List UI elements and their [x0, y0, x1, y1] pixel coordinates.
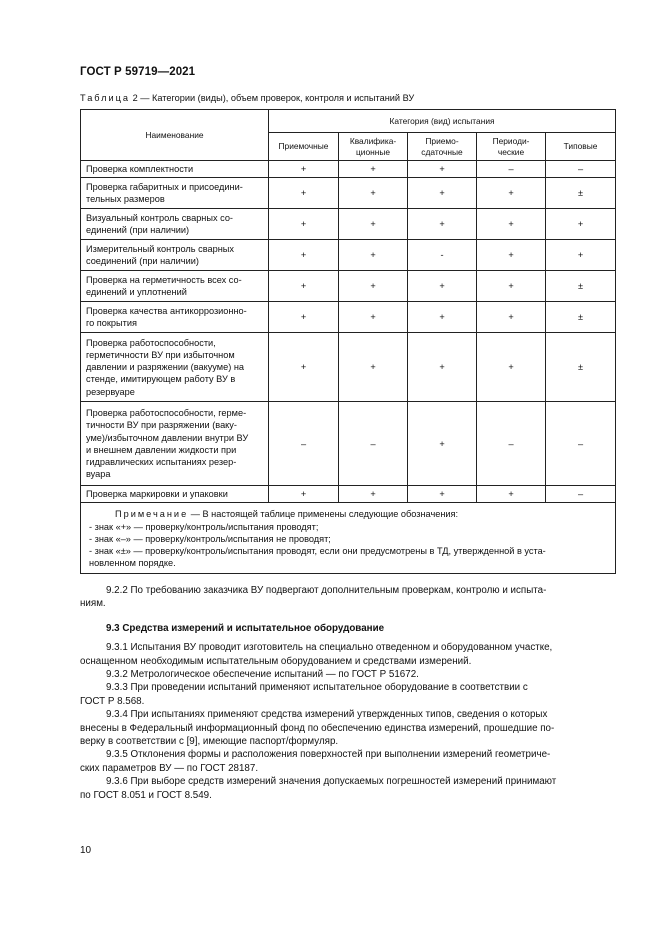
- row-name-cell: Измерительный контроль сварных соединений (при наличии): [81, 240, 269, 271]
- value-cell: +: [339, 161, 408, 178]
- value-cell: +: [477, 333, 546, 402]
- value-cell: +: [477, 486, 546, 503]
- document-code-header: ГОСТ Р 59719—2021: [80, 66, 196, 78]
- section-heading-9-3: 9.3 Средства измерений и испытательное оборудование: [106, 622, 385, 634]
- body-text: [80, 584, 615, 802]
- paragraph-9-3-5: 9.3.5 Отклонения формы и расположения поверхностей при выполнении измерений геометриче- ских параметров ВУ — по ГОСТ 28187.: [80, 749, 551, 774]
- page-number: 10: [80, 845, 92, 856]
- row-name-cell: Проверка маркировки и упаковки: [81, 486, 269, 503]
- column-header-category: Квалифика- ционные: [339, 133, 408, 161]
- value-cell: +: [408, 178, 477, 209]
- table-caption: [80, 93, 414, 103]
- table-row: [81, 402, 616, 486]
- column-header-category: Периоди- ческие: [477, 133, 546, 161]
- value-cell: –: [339, 402, 408, 486]
- row-name-cell: Проверка работоспособности, герме- тичности ВУ при разряжении (ваку- уме)/избыточном давлении внутри ВУ и внешнем давлении жидкости при гидравлических испытаниях резер- вуара: [81, 402, 269, 486]
- table-row: [81, 161, 616, 178]
- note-line: - знак «±» — проверку/контроль/испытания проводят, если они предусмотрены в ТД, утвержденной в уста- новленном порядке.: [89, 546, 546, 569]
- column-header-category: Типовые: [546, 133, 616, 161]
- value-cell: –: [269, 402, 339, 486]
- group-header-category: Категория (вид) испытания: [269, 110, 616, 133]
- value-cell: +: [408, 209, 477, 240]
- value-cell: +: [269, 240, 339, 271]
- value-cell: +: [269, 209, 339, 240]
- table-caption-text: 2 — Категории (виды), объем проверок, контроля и испытаний ВУ: [132, 93, 415, 103]
- value-cell: +: [269, 333, 339, 402]
- table-row: [81, 486, 616, 503]
- inspection-categories-table: [80, 109, 616, 574]
- row-name-cell: Проверка габаритных и присоедини- тельных размеров: [81, 178, 269, 209]
- value-cell: +: [546, 240, 616, 271]
- value-cell: +: [408, 302, 477, 333]
- value-cell: –: [546, 402, 616, 486]
- column-header-category: Приемочные: [269, 133, 339, 161]
- value-cell: +: [269, 178, 339, 209]
- value-cell: +: [408, 333, 477, 402]
- value-cell: +: [269, 161, 339, 178]
- row-name-cell: Визуальный контроль сварных со- единений (при наличии): [81, 209, 269, 240]
- value-cell: +: [408, 486, 477, 503]
- row-name-cell: Проверка на герметичность всех со- единений и уплотнений: [81, 271, 269, 302]
- value-cell: ±: [546, 333, 616, 402]
- paragraph-9-2-2: 9.2.2 По требованию заказчика ВУ подвергают дополнительным проверкам, контролю и испыта- ниям.: [80, 585, 547, 610]
- note-line: — В настоящей таблице применены следующие обозначения:: [190, 509, 459, 520]
- value-cell: –: [546, 486, 616, 503]
- value-cell: ±: [546, 178, 616, 209]
- table-note-row: [81, 503, 616, 574]
- paragraph-9-3-4: 9.3.4 При испытаниях применяют средства измерений утвержденных типов, сведения о которых внесены в Федеральный информационный фонд по обеспечению единства измерений, прошедшие по- верку в соответствии с [9], имеющие паспорт/формуляр.: [80, 709, 555, 748]
- value-cell: +: [339, 271, 408, 302]
- value-cell: +: [269, 271, 339, 302]
- value-cell: +: [339, 178, 408, 209]
- value-cell: +: [477, 302, 546, 333]
- table-row: [81, 302, 616, 333]
- note-line: - знак «+» — проверку/контроль/испытания проводят;: [89, 521, 319, 532]
- value-cell: +: [477, 240, 546, 271]
- table-row: [81, 178, 616, 209]
- column-header-category: Приемо- сдаточные: [408, 133, 477, 161]
- value-cell: +: [477, 271, 546, 302]
- row-name-cell: Проверка комплектности: [81, 161, 269, 178]
- value-cell: +: [339, 486, 408, 503]
- paragraph-9-3-1: 9.3.1 Испытания ВУ проводит изготовитель на специально отведенном и оборудованном участке, оснащенном необходимым испытательным оборудованием и средствами измерений.: [80, 642, 553, 667]
- table-row: [81, 240, 616, 271]
- row-name-cell: Проверка качества антикоррозионно- го покрытия: [81, 302, 269, 333]
- value-cell: +: [339, 240, 408, 271]
- value-cell: +: [408, 402, 477, 486]
- value-cell: +: [546, 209, 616, 240]
- paragraph-9-3-3: 9.3.3 При проведении испытаний применяют испытательное оборудование в соответствии с ГОСТ Р 8.568.: [80, 682, 528, 707]
- row-name-cell: Проверка работоспособности, герметичности ВУ при избыточном давлении и разряжении (вакууме) на стенде, имитирующем работу ВУ в резервуаре: [81, 333, 269, 402]
- table-note: [81, 503, 616, 574]
- value-cell: +: [269, 302, 339, 333]
- value-cell: -: [408, 240, 477, 271]
- table-row: [81, 333, 616, 402]
- value-cell: +: [408, 161, 477, 178]
- value-cell: ±: [546, 271, 616, 302]
- value-cell: –: [477, 402, 546, 486]
- value-cell: +: [269, 486, 339, 503]
- value-cell: +: [339, 209, 408, 240]
- value-cell: ±: [546, 302, 616, 333]
- value-cell: –: [546, 161, 616, 178]
- value-cell: +: [339, 302, 408, 333]
- note-line: - знак «–» — проверку/контроль/испытания не проводят;: [89, 533, 331, 544]
- paragraph-9-3-2: 9.3.2 Метрологическое обеспечение испытаний — по ГОСТ Р 51672.: [106, 669, 419, 681]
- column-header-name: Наименование: [81, 110, 269, 161]
- table-caption-label: Таблица: [80, 93, 131, 103]
- paragraph-9-3-6: 9.3.6 При выборе средств измерений значения допускаемых погрешностей измерений принимают по ГОСТ 8.051 и ГОСТ 8.549.: [80, 776, 557, 801]
- table-row: [81, 209, 616, 240]
- value-cell: +: [408, 271, 477, 302]
- value-cell: +: [477, 178, 546, 209]
- value-cell: +: [477, 209, 546, 240]
- table-row: [81, 271, 616, 302]
- note-label: Примечание: [115, 509, 189, 520]
- value-cell: +: [339, 333, 408, 402]
- value-cell: –: [477, 161, 546, 178]
